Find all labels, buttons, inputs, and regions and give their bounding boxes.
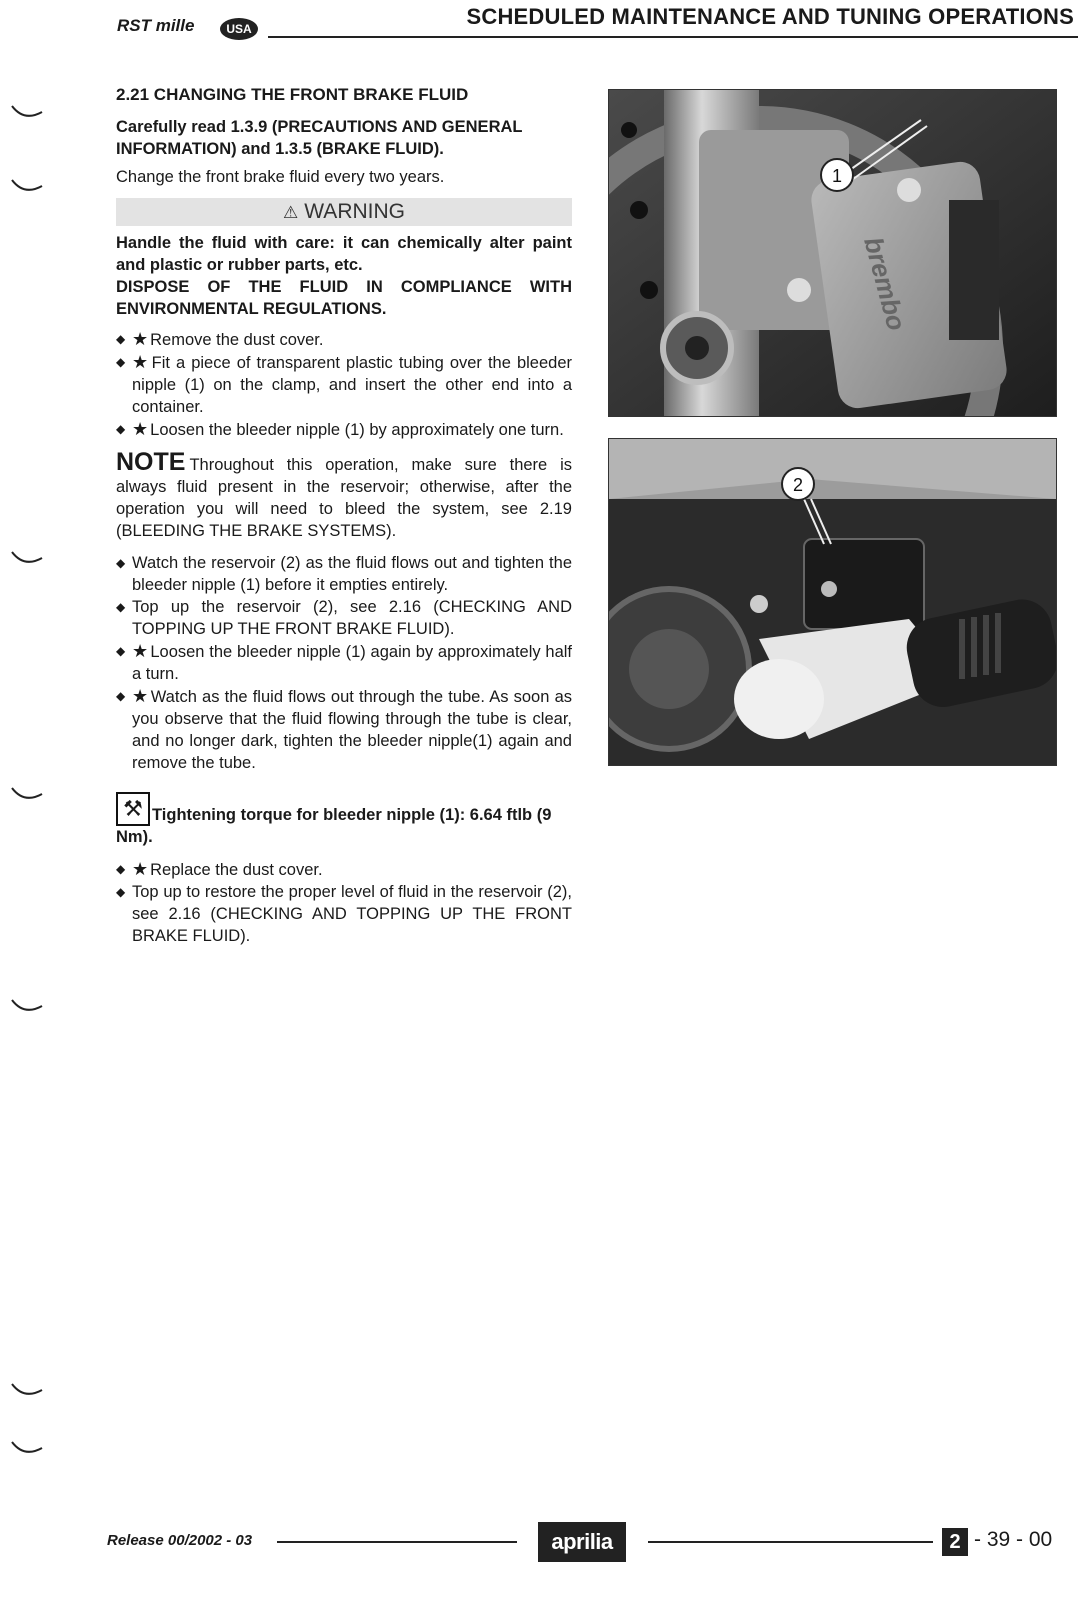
- bullet-icon: ◆: [116, 600, 126, 614]
- note-block: [116, 448, 572, 542]
- brand-logo: aprilia: [538, 1522, 626, 1562]
- header-model: RST mille: [117, 16, 195, 35]
- step-text: Loosen the bleeder nipple (1) again by approximately half a turn.: [132, 643, 573, 683]
- page-number: - 39 - 00: [974, 1528, 1053, 1551]
- reservoir-photo-drawing: [609, 439, 1056, 765]
- list-item: [116, 328, 572, 351]
- caliper-photo: [608, 89, 1057, 417]
- intro-text: Carefully read 1.3.9 (PRECAUTIONS AND GENERAL INFORMATION) and 1.3.5 (BRAKE FLUID).: [116, 118, 523, 158]
- list-item: [116, 552, 572, 596]
- star-icon: ★: [132, 641, 149, 661]
- callout-2: 2: [792, 475, 804, 495]
- callout-1: 1: [831, 166, 843, 186]
- footer-rule: [277, 1541, 517, 1543]
- warning-icon: ⚠: [283, 203, 299, 222]
- binder-mark: [8, 176, 48, 198]
- step-text: Top up to restore the proper level of fluid in the reservoir (2), see 2.16 (CHECKING AND TOPPING UP THE FRONT BRAKE FLUID).: [132, 883, 572, 945]
- footer-rule: [648, 1541, 933, 1543]
- star-icon: ★: [132, 352, 150, 372]
- binder-mark: [8, 1438, 48, 1460]
- warning-text: [116, 232, 572, 320]
- bullet-icon: ◆: [116, 885, 126, 899]
- binder-mark: [8, 784, 48, 806]
- step-text: Remove the dust cover.: [150, 331, 324, 349]
- interval-text: Change the front brake fluid every two years.: [116, 168, 445, 186]
- step-text: Top up the reservoir (2), see 2.16 (CHECKING AND TOPPING UP THE FRONT BRAKE FLUID).: [132, 598, 572, 638]
- star-icon: ★: [132, 859, 149, 879]
- reservoir-photo: [608, 438, 1057, 766]
- bullet-icon: ◆: [116, 332, 126, 346]
- wrench-icon: ⚒: [116, 792, 150, 826]
- bullet-icon: ◆: [116, 689, 126, 703]
- header-title: SCHEDULED MAINTENANCE AND TUNING OPERATIONS: [466, 4, 1074, 29]
- usa-badge: USA: [220, 18, 258, 40]
- list-item: [116, 640, 572, 685]
- list-item: [116, 685, 572, 774]
- binder-mark: [8, 102, 48, 124]
- steps-list-c: [116, 858, 572, 947]
- note-text: Throughout this operation, make sure there is always fluid present in the reservoir; otherwise, after the operation you will need to bleed the system, see 2.19 (BLEEDING THE BRAKE SYSTEMS).: [116, 456, 572, 540]
- bullet-icon: ◆: [116, 644, 126, 658]
- warning-label: WARNING: [304, 200, 405, 223]
- star-icon: ★: [132, 419, 149, 439]
- list-item: [116, 596, 572, 640]
- steps-list-b: [116, 552, 572, 774]
- bullet-icon: ◆: [116, 422, 126, 436]
- caliper-photo-drawing: [609, 90, 1056, 416]
- bullet-icon: ◆: [116, 556, 126, 570]
- list-item: [116, 858, 572, 881]
- torque-spec: [116, 792, 572, 848]
- footer-release: Release 00/2002 - 03: [107, 1532, 253, 1549]
- binder-mark: [8, 548, 48, 570]
- list-item: [116, 351, 572, 418]
- step-text: Watch the reservoir (2) as the fluid flows out and tighten the bleeder nipple (1) before it empties entirely.: [132, 554, 572, 594]
- warning-text-2: DISPOSE OF THE FLUID IN COMPLIANCE WITH ENVIRONMENTAL REGULATIONS.: [116, 278, 572, 318]
- step-text: Loosen the bleeder nipple (1) by approximately one turn.: [150, 421, 564, 439]
- list-item: [116, 418, 572, 441]
- steps-list-a: [116, 328, 572, 441]
- step-text: Watch as the fluid flows out through the tube. As soon as you observe that the fluid flowing through the tube is clear, and no longer dark, tighten the bleeder nipple(1) again and remove the tube.: [132, 688, 572, 772]
- star-icon: ★: [132, 329, 149, 349]
- bullet-icon: ◆: [116, 355, 126, 369]
- section-title: 2.21 CHANGING THE FRONT BRAKE FLUID: [116, 85, 469, 104]
- binder-mark: [8, 1380, 48, 1402]
- step-text: Fit a piece of transparent plastic tubing over the bleeder nipple (1) on the clamp, and insert the other end into a container.: [132, 354, 572, 416]
- chapter-badge: 2: [942, 1528, 968, 1556]
- torque-text: Tightening torque for bleeder nipple (1): 6.64 ftlb (9 Nm).: [116, 806, 552, 846]
- binder-mark: [8, 996, 48, 1018]
- warning-banner: [116, 198, 572, 226]
- step-text: Replace the dust cover.: [150, 861, 323, 879]
- star-icon: ★: [132, 686, 149, 706]
- caliper-brand-text: brembo: [858, 233, 912, 334]
- text-column: [116, 84, 572, 955]
- header-rule: [268, 36, 1078, 38]
- bullet-icon: ◆: [116, 862, 126, 876]
- list-item: [116, 881, 572, 947]
- note-label: NOTE: [116, 448, 186, 476]
- warning-text-1: Handle the fluid with care: it can chemically alter paint and plastic or rubber parts, etc.: [116, 234, 572, 274]
